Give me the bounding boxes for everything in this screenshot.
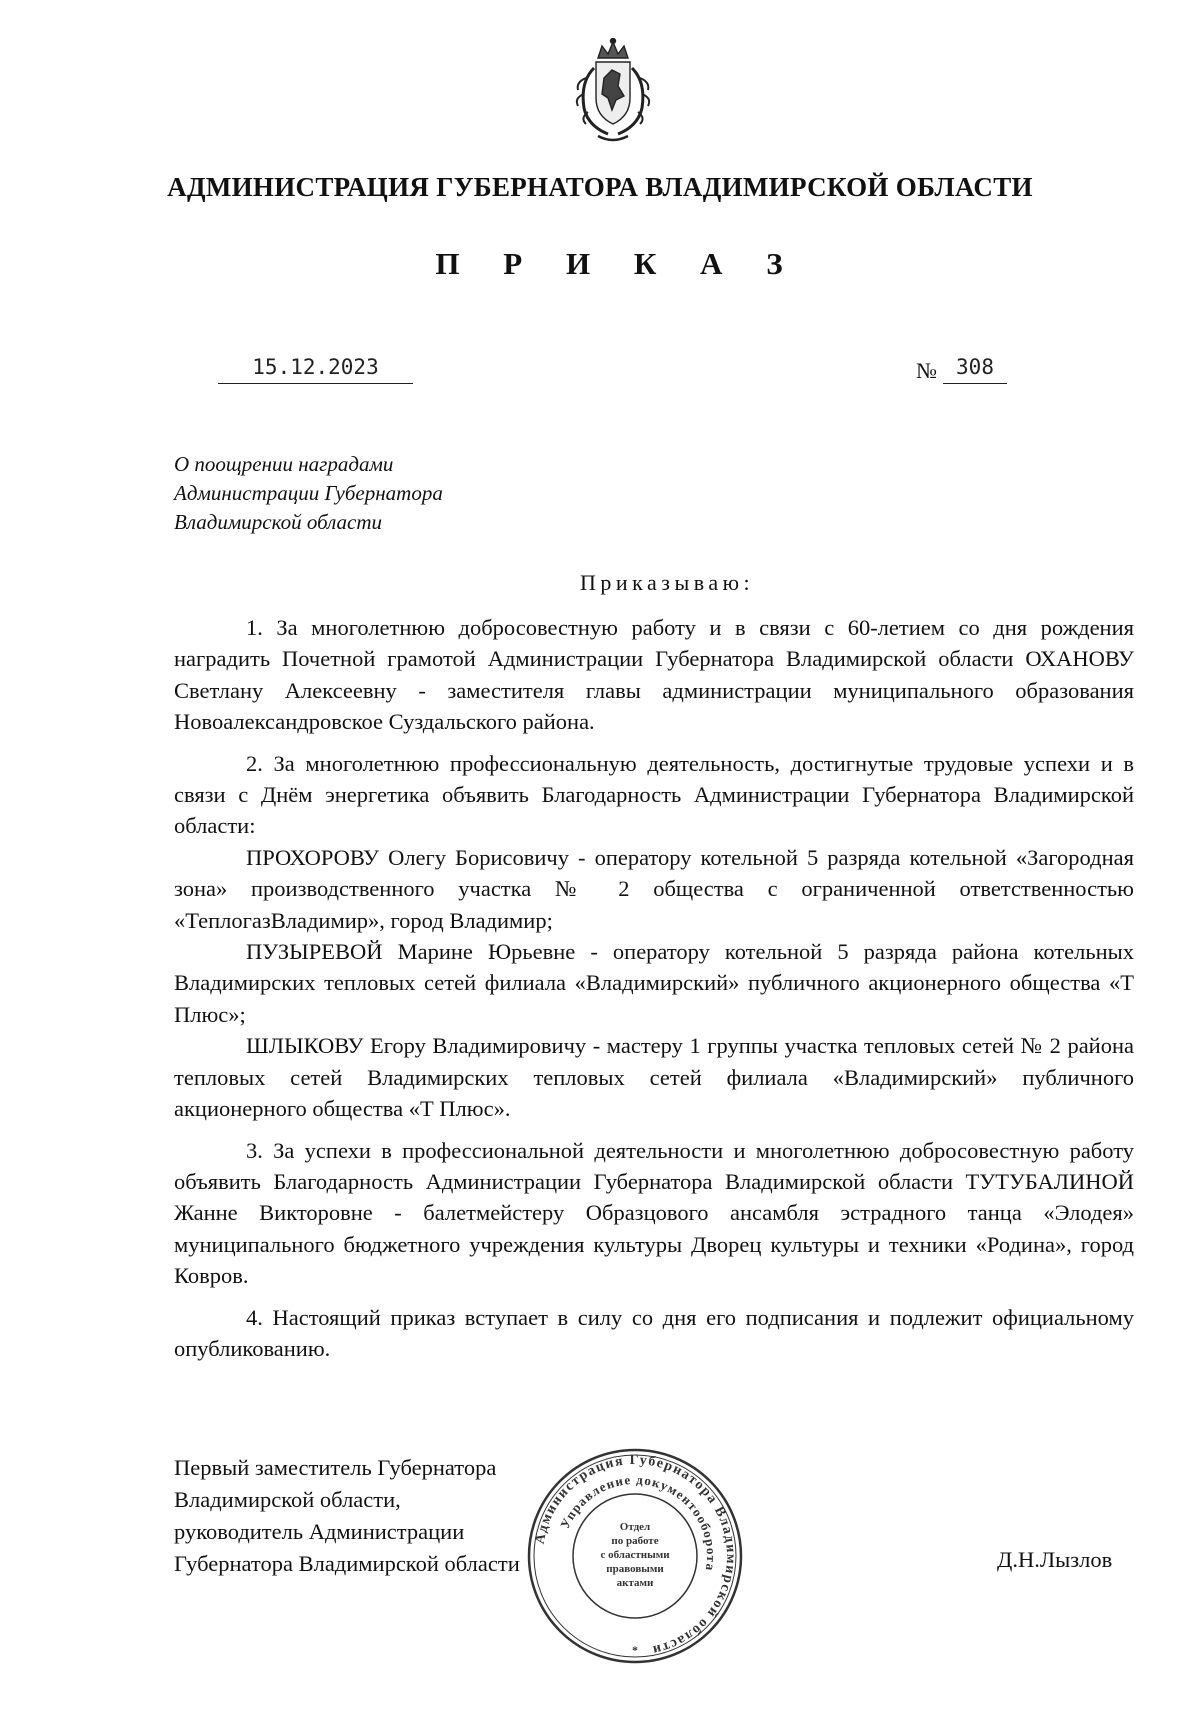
number-field bbox=[916, 355, 1007, 384]
stamp-center-line: Отдел bbox=[619, 1521, 651, 1533]
paragraph-2: 2. За многолетнюю профессиональную деятельность, достигнутые трудовые успехи и в связи с Днём энергетика объявить Благодарность Администрации Губернатора Владимирской области: bbox=[174, 750, 1134, 839]
paragraph-3: 3. За успехи в профессиональной деятельности и многолетнюю добросовестную работу объявить Благодарность Администрации Губернатора Владимирской области ТУТУБАЛИНОЙ Жанне Викторовне - балетмейстеру Образцового ансамбля эстрадного танца «Элодея» муниципального бюджетного учреждения культуры Дворец культуры и техники «Родина», город Ковров. bbox=[174, 1137, 1134, 1289]
coat-of-arms-icon bbox=[568, 38, 658, 146]
position-line: руководитель Администрации bbox=[174, 1519, 465, 1544]
official-stamp bbox=[525, 1444, 745, 1669]
document-type: П Р И К А З bbox=[435, 246, 801, 281]
stamp-center-line: актами bbox=[616, 1577, 654, 1589]
number-sign: № bbox=[916, 358, 937, 383]
organization-title: АДМИНИСТРАЦИЯ ГУБЕРНАТОРА ВЛАДИМИРСКОЙ ОБЛАСТИ bbox=[167, 172, 1033, 202]
subject-line: Администрации Губернатора bbox=[174, 481, 443, 505]
subject-line: Владимирской области bbox=[174, 510, 383, 534]
subject-line: О поощрении наградами bbox=[174, 452, 394, 476]
stamp-outer-text: Администрация Губернатора Владимирской области bbox=[532, 1452, 739, 1658]
document-date: 15.12.2023 bbox=[252, 355, 379, 379]
document-subject bbox=[174, 450, 443, 537]
position-line: Губернатора Владимирской области bbox=[174, 1551, 520, 1576]
stamp-center-line: по работе bbox=[611, 1535, 659, 1547]
awardee-shlykov: ШЛЫКОВУ Егору Владимировичу - мастеру 1 группы участка тепловых сетей № 2 района тепловых сетей Владимирских тепловых сетей филиала «Владимирский» публичного акционерного общества «Т Плюс». bbox=[174, 1033, 1134, 1122]
stamp-inner-text: Управление документооборота bbox=[557, 1471, 720, 1573]
stamp-center-line: с областными bbox=[600, 1549, 670, 1561]
paragraph-4: 4. Настоящий приказ вступает в силу со дня его подписания и подлежит официальному опубликованию. bbox=[174, 1304, 1134, 1361]
position-line: Первый заместитель Губернатора bbox=[174, 1455, 497, 1480]
position-line: Владимирской области, bbox=[174, 1487, 401, 1512]
svg-text:*: * bbox=[632, 1643, 638, 1657]
paragraph-1: 1. За многолетнюю добросовестную работу и в связи с 60-летием со дня рождения наградить Почетной грамотой Администрации Губернатора Владимирской области ОХАНОВУ Светлану Алексеевну - заместителя главы администрации муниципального образования Новоалександровское Суздальского района. bbox=[174, 615, 1134, 735]
document-body bbox=[174, 612, 1134, 1374]
signatory-name: Д.Н.Лызлов bbox=[997, 1547, 1113, 1572]
signatory-position bbox=[174, 1452, 520, 1580]
awardee-puzyreva: ПУЗЫРЕВОЙ Марине Юрьевне - оператору котельной 5 разряда района котельных Владимирских тепловых сетей филиала «Владимирский» публичного акционерного общества «Т Плюс»; bbox=[174, 939, 1134, 1027]
date-field bbox=[218, 355, 413, 384]
stamp-center-line: правовыми bbox=[606, 1563, 664, 1575]
document-number: 308 bbox=[956, 355, 994, 379]
awardee-prokhorov: ПРОХОРОВУ Олегу Борисовичу - оператору котельной 5 разряда котельной «Загородная зона» производственного участка № 2 общества с ограниченной ответственностью «ТеплогазВладимир», город Владимир; bbox=[174, 844, 1134, 933]
order-word: Приказываю: bbox=[580, 570, 755, 595]
